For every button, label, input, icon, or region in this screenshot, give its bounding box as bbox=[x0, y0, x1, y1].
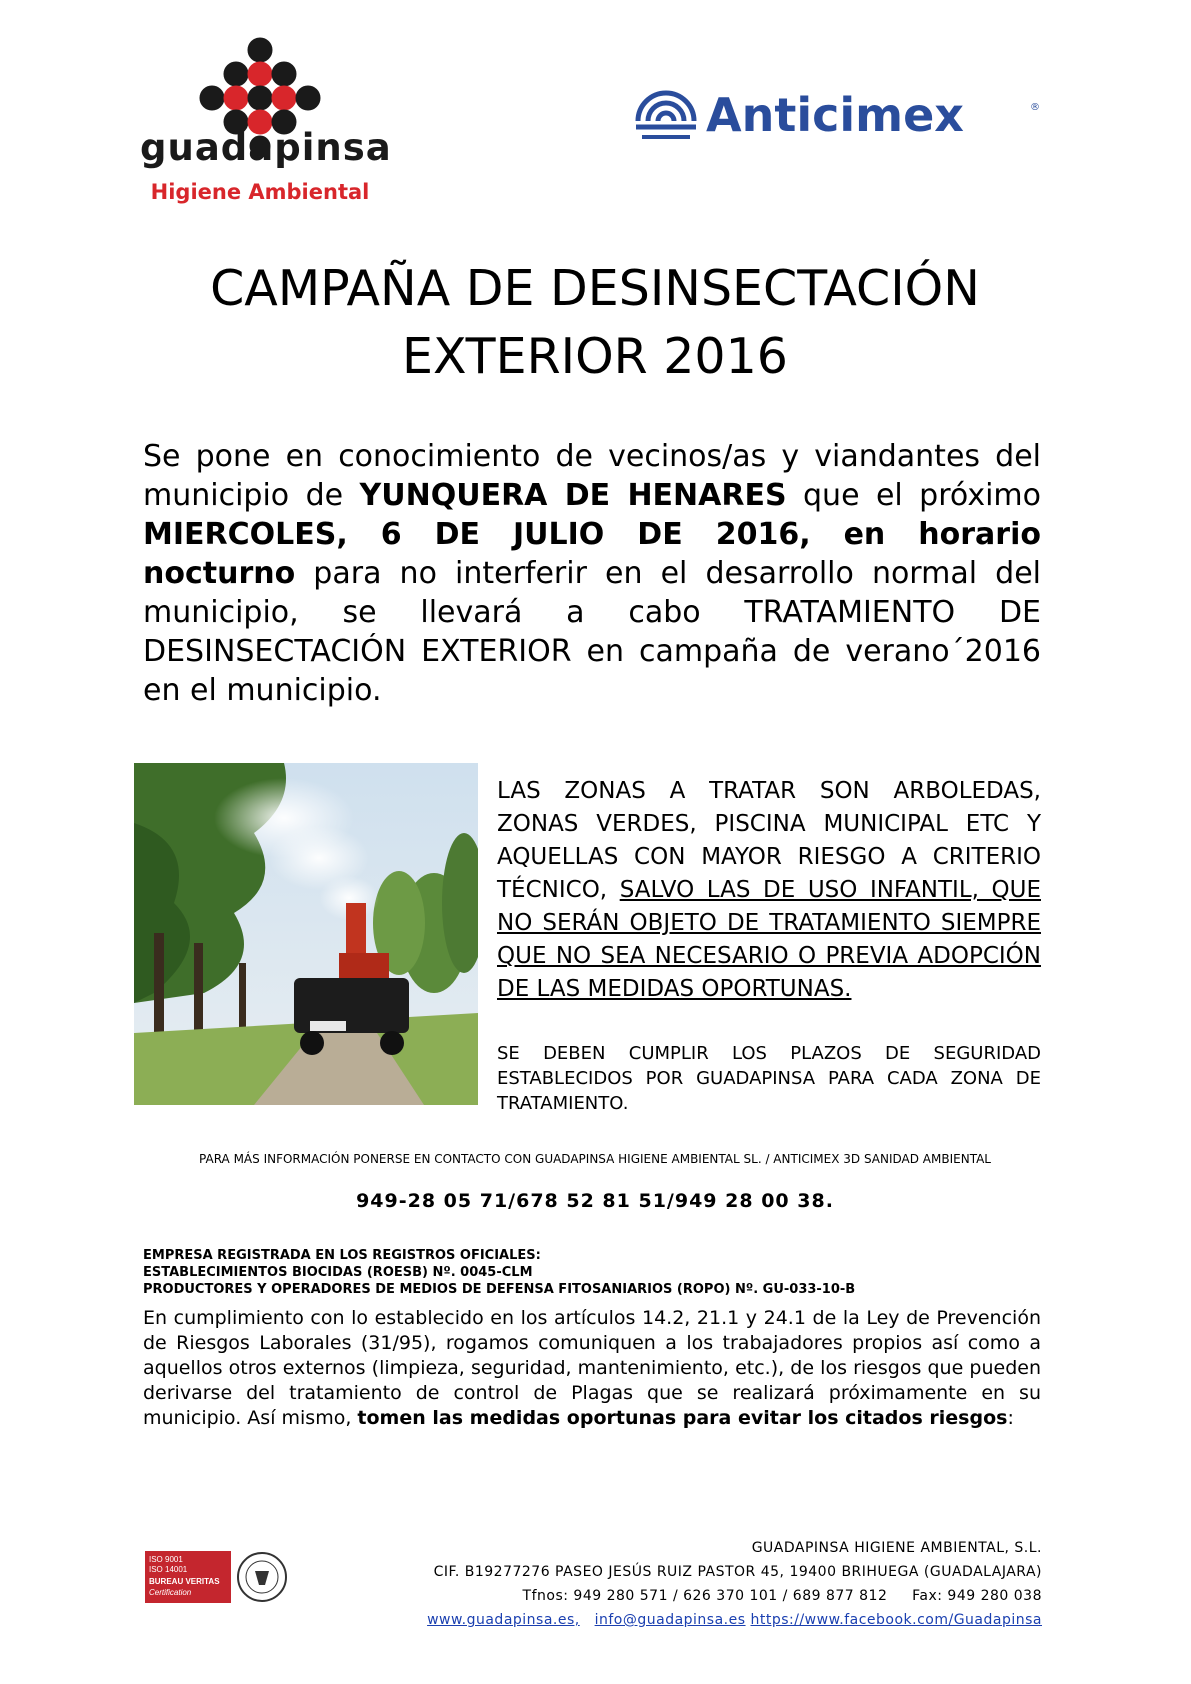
footer-phone-numbers: Tfnos: 949 280 571 / 626 370 101 / 689 877 812 bbox=[522, 1588, 888, 1604]
title-line-1: CAMPAÑA DE DESINSECTACIÓN bbox=[210, 260, 980, 317]
contact-info: PARA MÁS INFORMACIÓN PONERSE EN CONTACTO CON GUADAPINSA HIGIENE AMBIENTAL SL. / ANTICIMEX 3D SANIDAD AMBIENTAL bbox=[199, 1152, 991, 1166]
facebook-link[interactable]: https://www.facebook.com/Guadapinsa bbox=[750, 1612, 1042, 1628]
guadapinsa-tagline: Higiene Ambiental bbox=[150, 180, 370, 204]
contact-phones: 949-28 05 71/678 52 81 51/949 28 00 38. bbox=[356, 1190, 834, 1212]
page-title bbox=[100, 255, 1090, 391]
registry-line-1: EMPRESA REGISTRADA EN LOS REGISTROS OFICIALES: bbox=[143, 1248, 541, 1263]
intro-paragraph bbox=[143, 437, 1041, 710]
title-line-2: EXTERIOR 2016 bbox=[402, 328, 788, 385]
fumigation-truck-photo bbox=[134, 763, 478, 1105]
registry-line-3: PRODUCTORES Y OPERADORES DE MEDIOS DE DEFENSA FITOSANIARIOS (ROPO) Nº. GU-033-10-B bbox=[143, 1282, 856, 1297]
footer-fax: Fax: 949 280 038 bbox=[912, 1588, 1042, 1604]
footer bbox=[400, 1536, 1042, 1632]
registry-line-2: ESTABLECIMIENTOS BIOCIDAS (ROESB) Nº. 0045-CLM bbox=[143, 1265, 533, 1280]
safety-paragraph: SE DEBEN CUMPLIR LOS PLAZOS DE SEGURIDAD ESTABLECIDOS POR GUADAPINSA PARA CADA ZONA DE TRATAMIENTO. bbox=[497, 1043, 1041, 1114]
legal-paragraph bbox=[143, 1306, 1041, 1431]
zones-text: LAS ZONAS A TRATAR SON ARBOLEDAS, ZONAS VERDES, PISCINA MUNICIPAL ETC Y AQUELLAS CON MAYOR RIESGO A CRITERIO TÉCNICO, bbox=[497, 778, 1041, 903]
legal-text-1: En cumplimiento con lo establecido en los artículos 14.2, 21.1 y 24.1 de la Ley de Prevención de Riesgos Laborales (31/95), rogamos comuniquen a los trabajadores propios así como a aquellos otros externos (limpieza, seguridad, mantenimiento, etc.), de los riesgos que pueden derivarse del tratamiento de control de Plagas que se realizará próximamente en su municipio. Así mismo, bbox=[143, 1307, 1041, 1429]
intro-text-3: para no interferir en el desarrollo normal del municipio, se llevará a cabo TRATAMIENTO DE DESINSECTACIÓN EXTERIOR en campaña de verano´2016 en el municipio. bbox=[143, 556, 1041, 708]
footer-phones bbox=[400, 1584, 1042, 1608]
zones-exception: SALVO LAS DE USO INFANTIL, QUE NO SERÁN OBJETO DE TRATAMIENTO SIEMPRE QUE NO SEA NECESARIO O PREVIA ADOPCIÓN DE LAS MEDIDAS OPORTUNAS. bbox=[497, 877, 1041, 1002]
email-link[interactable]: info@guadapinsa.es bbox=[594, 1612, 746, 1628]
certification-label: Certification bbox=[149, 1588, 192, 1597]
registry-block bbox=[143, 1247, 1043, 1298]
zones-paragraph bbox=[497, 775, 1041, 1006]
bureau-veritas-certification-badge bbox=[145, 1551, 293, 1603]
iso-9001-label: ISO 9001 bbox=[149, 1555, 183, 1564]
treatment-date: MIERCOLES, 6 DE JULIO DE 2016, en horario nocturno bbox=[143, 517, 1041, 591]
intro-text-1: Se pone en conocimiento de vecinos/as y viandantes del municipio de bbox=[143, 439, 1041, 513]
footer-links bbox=[400, 1608, 1042, 1632]
guadapinsa-wordmark: guadapinsa bbox=[140, 126, 392, 169]
legal-emphasis: tomen las medidas oportunas para evitar los citados riesgos bbox=[357, 1407, 1008, 1429]
intro-text-2: que el próximo bbox=[786, 478, 1041, 513]
municipio: YUNQUERA DE HENARES bbox=[359, 478, 787, 513]
anticimex-wordmark: Anticimex bbox=[706, 88, 964, 142]
iso-14001-label: ISO 14001 bbox=[149, 1565, 188, 1574]
registered-mark: ® bbox=[1030, 102, 1040, 113]
website-link[interactable]: www.guadapinsa.es, bbox=[427, 1612, 580, 1628]
legal-text-2: : bbox=[1007, 1407, 1014, 1429]
footer-address: CIF. B19277276 PASEO JESÚS RUIZ PASTOR 45, 19400 BRIHUEGA (GUADALAJARA) bbox=[433, 1564, 1042, 1580]
footer-company: GUADAPINSA HIGIENE AMBIENTAL, S.L. bbox=[751, 1540, 1042, 1556]
bureau-veritas-label: BUREAU VERITAS bbox=[149, 1577, 220, 1586]
